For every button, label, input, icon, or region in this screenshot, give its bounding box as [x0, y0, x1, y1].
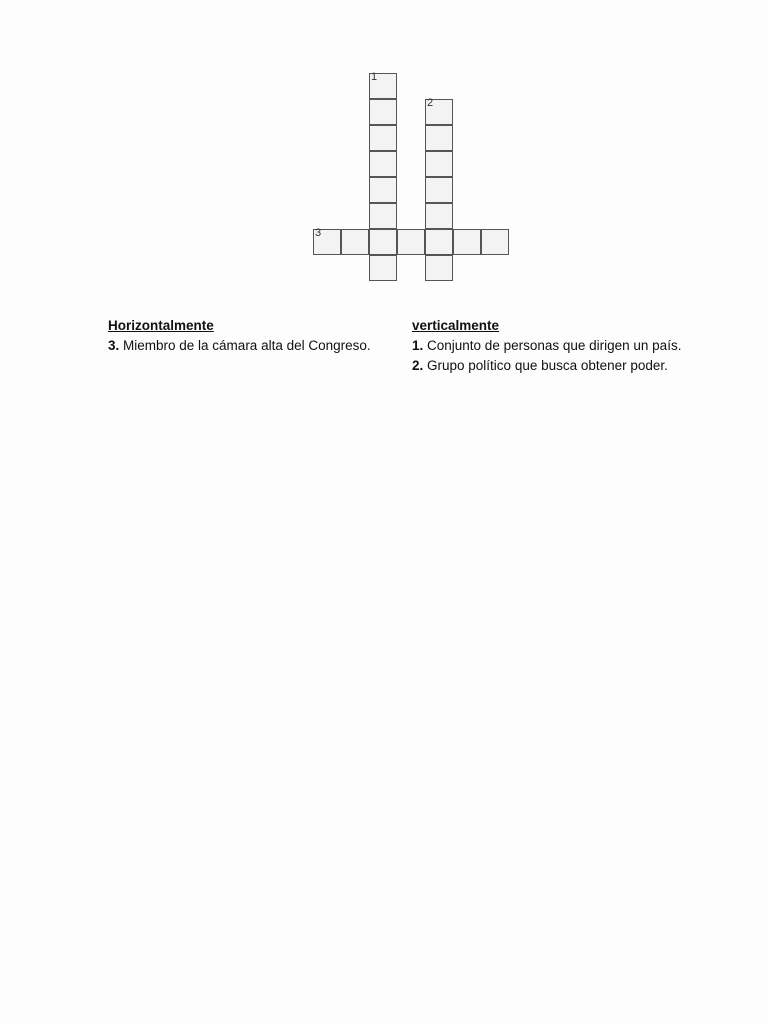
crossword-cell[interactable] — [425, 99, 453, 125]
crossword-cell[interactable] — [369, 73, 397, 99]
clue-down-2 — [412, 356, 732, 376]
crossword-grid — [0, 0, 768, 300]
clue-across-3 — [108, 336, 398, 356]
cell-number: 3 — [315, 227, 322, 239]
vertical-heading: verticalmente — [412, 318, 500, 333]
clue-number: 1. — [412, 338, 424, 353]
crossword-cell[interactable] — [369, 99, 397, 125]
cell-number: 2 — [427, 97, 434, 109]
clue-number: 3. — [108, 338, 120, 353]
crossword-cell[interactable] — [397, 229, 425, 255]
crossword-cell[interactable] — [425, 203, 453, 229]
crossword-cell[interactable] — [369, 177, 397, 203]
crossword-cell[interactable] — [453, 229, 481, 255]
vertical-clues — [412, 316, 732, 376]
crossword-cell[interactable] — [369, 229, 397, 255]
clue-text: Conjunto de personas que dirigen un país. — [423, 338, 682, 353]
crossword-cell[interactable] — [369, 125, 397, 151]
crossword-cell[interactable] — [425, 125, 453, 151]
crossword-cell[interactable] — [369, 203, 397, 229]
crossword-cell[interactable] — [481, 229, 509, 255]
crossword-cell[interactable] — [341, 229, 369, 255]
crossword-cell[interactable] — [369, 151, 397, 177]
clue-text: Miembro de la cámara alta del Congreso. — [119, 338, 371, 353]
crossword-cell[interactable] — [313, 229, 341, 255]
clue-text: Grupo político que busca obtener poder. — [423, 358, 668, 373]
horizontal-clues — [108, 316, 398, 356]
crossword-cell[interactable] — [425, 177, 453, 203]
clue-number: 2. — [412, 358, 424, 373]
horizontal-heading: Horizontalmente — [108, 318, 214, 333]
crossword-cell[interactable] — [369, 255, 397, 281]
cell-number: 1 — [371, 71, 378, 83]
crossword-cell[interactable] — [425, 255, 453, 281]
clue-down-1 — [412, 336, 732, 356]
crossword-cell[interactable] — [425, 229, 453, 255]
crossword-cell[interactable] — [425, 151, 453, 177]
